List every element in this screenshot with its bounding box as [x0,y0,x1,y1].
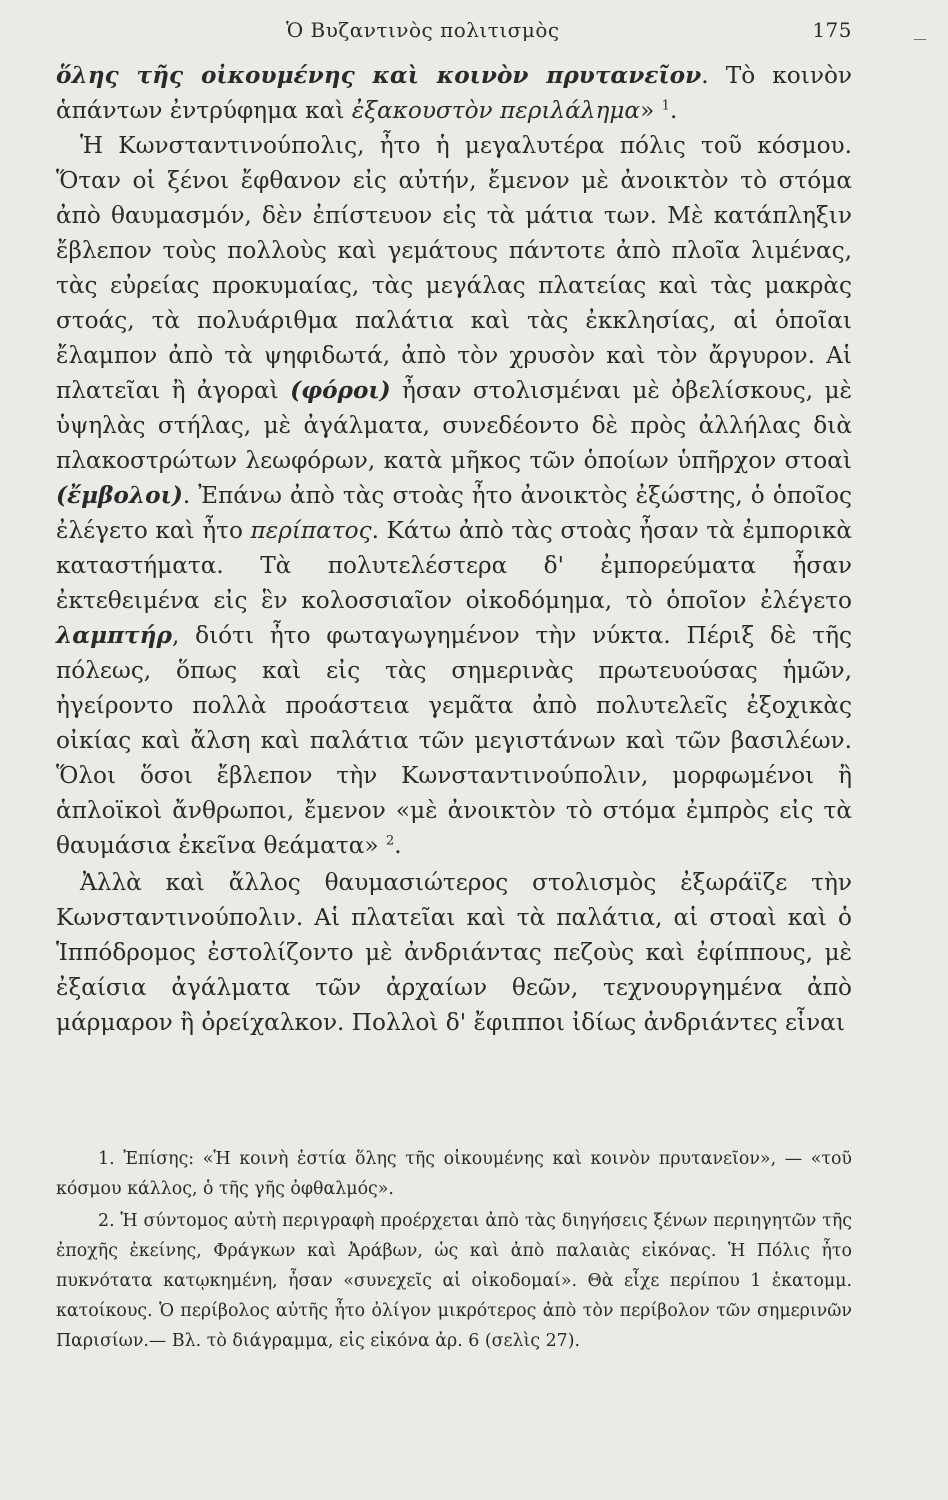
paragraph-3: Ἀλλὰ καὶ ἄλλος θαυμασιώτερος στολισμὸς ἐξωράϊζε τὴν Κωνσταντινούπολιν. Αἱ πλατεῖαι καὶ τὰ παλάτια, αἱ στοαὶ καὶ ὁ Ἱππόδρομος ἐστολίζοντο μὲ ἀνδριάντας πεζοὺς καὶ ἐφίππους, μὲ ἐξαίσια ἀγάλματα τῶν ἀρχαίων θεῶν, τεχνουργημένα ἀπὸ μάρμαρον ἢ ὀρείχαλκον. Πολλοὶ δ' ἔφιπποι ἰδίως ἀνδριάντες εἶναι [56,869,852,1036]
page-number: 175 [812,18,852,42]
text-run: . Κάτω ἀπὸ τὰς στοὰς ἦσαν τὰ ἐμπορικὰ καταστήματα. Τὰ πολυτελέστερα δ' ἐμπορεύματα ἦσαν ἐκτεθειμένα εἰς ἓν κολοσσιαῖον οἰκοδόμημα, τὸ ὁποῖον ἐλέγετο [56,517,852,614]
footnote-ref-2: 2 [385,833,395,849]
page-edge-mark [914,39,926,40]
emphasis-lamptir: λαμπτήρ [56,622,172,649]
emphasis-emvoloi: (ἔμβολοι) [56,482,183,509]
emphasis-peripatos: περίπατος [250,517,372,544]
footnotes [56,1144,852,1358]
main-text [56,58,852,1040]
text-run: . [669,97,678,124]
text-run: Ἡ Κωνσταντινούπολις, ἦτο ἡ μεγαλυτέρα πόλις τοῦ κόσμου. Ὅταν οἱ ξένοι ἔφθανον εἰς αὐτήν, ἔμενον μὲ ἀνοικτὸν τὸ στόμα ἀπὸ θαυμασμόν, δὲν ἐπίστευον εἰς τὰ μάτια των. Μὲ κατάπληξιν ἔβλεπον τοὺς πολλοὺς καὶ γεμάτους πάντοτε ἀπὸ πλοῖα λιμένας, τὰς εὐρείας προκυμαίας, τὰς μεγάλας πλατείας καὶ τὰς μακρὰς στοάς, τὰ πολυάριθμα παλάτια καὶ τὰς ἐκκλησίας, αἱ ὁποῖαι ἔλαμπον ἀπὸ τὰ ψηφιδωτά, ἀπὸ τὸν χρυσὸν καὶ τὸν ἄργυρον. Αἱ πλατεῖαι ἢ ἀγοραὶ [56,132,852,404]
paragraph-1 [56,58,852,128]
emphasis-italic: ἐξακουστὸν περιλάλημα [351,97,641,124]
footnote-1: 1. Ἐπίσης: «Ἡ κοινὴ ἑστία ὅλης τῆς οἰκουμένης καὶ κοινὸν πρυτανεῖον», — «τοῦ κόσμου κάλλος, ὁ τῆς γῆς ὀφθαλμός». [56,1149,852,1199]
text-run: » [640,97,662,124]
emphasis-foroi: (φόροι) [290,377,391,404]
text-run: . Τὸ κοινὸν ἁπάντων ἐντρύφημα καὶ [56,62,853,124]
footnote-2: 2. Ἡ σύντομος αὐτὴ περιγραφὴ προέρχεται ἀπὸ τὰς διηγήσεις ξένων περιηγητῶν τῆς ἐποχῆς ἐκείνης, Φράγκων καὶ Ἀράβων, ὡς καὶ ἀπὸ παλαιὰς εἰκόνας. Ἡ Πόλις ἦτο πυκνότατα κατῳκημένη, ἦσαν «συνεχεῖς αἱ οἰκοδομαί». Θὰ εἶχε περίπου 1 ἑκατομμ. κατοίκους. Ὁ περίβολος αὐτῆς ἦτο ὀλίγον μικρότερος ἀπὸ τὸν περίβολον τῶν σημερινῶν Παρισίων.— Βλ. τὸ διάγραμμα, εἰς εἰκόνα ἀρ. 6 (σελὶς 27). [56,1211,852,1351]
text-run: , διότι ἦτο φωταγωγημένον τὴν νύκτα. Πέριξ δὲ τῆς πόλεως, ὅπως καὶ εἰς τὰς σημερινὰς πρωτευούσας ἡμῶν, ἠγείροντο πολλὰ προάστεια γεμᾶτα ἀπὸ πολυτελεῖς ἐξοχικὰς οἰκίας καὶ ἄλση καὶ παλάτια τῶν μεγιστάνων καὶ τῶν βασιλέων. Ὅλοι ὅσοι ἔβλεπον τὴν Κωνσταντινούπολιν, μορφωμένοι ἢ ἁπλοϊκοὶ ἄνθρωποι, ἔμενον «μὲ ἀνοικτὸν τὸ στόμα ἐμπρὸς εἰς τὰ θαυμάσια ἐκεῖνα θεάματα» [56,622,852,859]
footnote-ref-1: 1 [661,98,670,114]
text-run: . [394,832,402,859]
text-run: . Ἐπάνω ἀπὸ τὰς στοὰς ἦτο ἀνοικτὸς ἐξώστης, ὁ ὁποῖος ἐλέγετο καὶ ἦτο [56,482,852,544]
running-head [56,18,852,52]
text-run: ἦσαν στολισμέναι μὲ ὀβελίσκους, μὲ ὑψηλὰς στήλας, μὲ ἀγάλματα, συνεδέοντο δὲ πρὸς ἀλλήλας διὰ πλακοστρώτων λεωφόρων, κατὰ μῆκος τῶν ὁποίων ὑπῆρχον στοαὶ [56,377,852,474]
running-title: Ὁ Βυζαντινὸς πολιτισμὸς [286,18,560,42]
emphasis-bold-italic: ὅλης τῆς οἰκουμένης καὶ κοινὸν πρυτανεῖον [56,62,702,89]
paragraph-2 [56,128,852,863]
